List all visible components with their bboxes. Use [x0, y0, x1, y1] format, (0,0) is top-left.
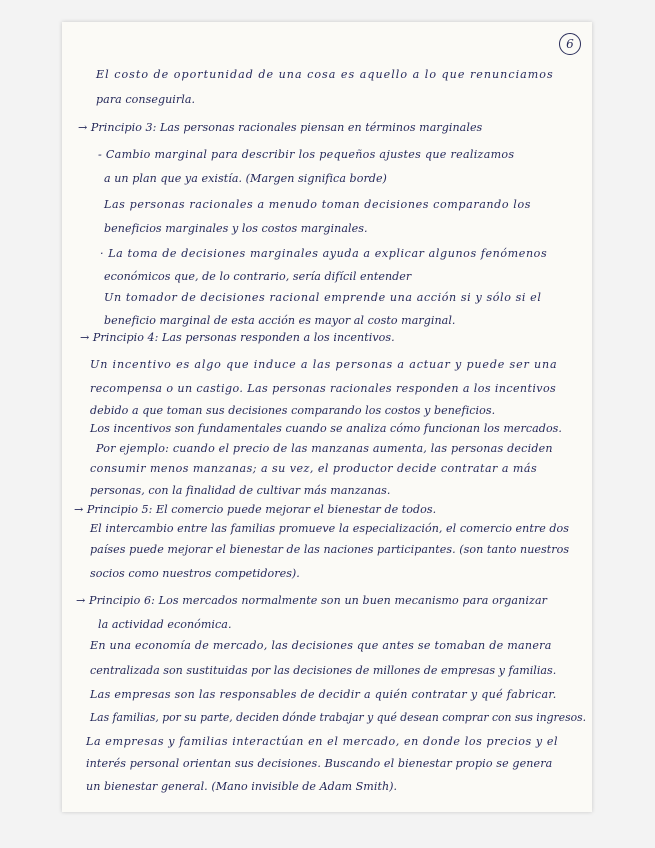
handwritten-line: a un plan que ya existía. (Margen significa borde) [104, 172, 387, 185]
handwritten-line: El intercambio entre las familias promueve la especialización, el comercio entre dos [90, 522, 570, 535]
handwritten-line: → Principio 3: Las personas racionales piensan en términos marginales [78, 121, 483, 134]
handwritten-line: Por ejemplo: cuando el precio de las manzanas aumenta, las personas deciden [96, 442, 553, 455]
page-number: 6 [559, 33, 581, 55]
handwritten-line: La empresas y familias interactúan en el mercado, en donde los precios y el [86, 735, 559, 748]
handwritten-line: beneficio marginal de esta acción es mayor al costo marginal. [104, 314, 456, 327]
handwritten-line: económicos que, de lo contrario, sería difícil entender [104, 270, 412, 283]
handwritten-line: · La toma de decisiones marginales ayuda a explicar algunos fenómenos [100, 247, 548, 260]
handwritten-line: beneficios marginales y los costos marginales. [104, 222, 368, 235]
handwritten-line: interés personal orientan sus decisiones. Buscando el bienestar propio se genera [86, 757, 553, 770]
handwritten-line: la actividad económica. [98, 618, 232, 631]
handwritten-line: Un tomador de decisiones racional emprende una acción si y sólo si el [104, 291, 542, 304]
handwritten-line: Las empresas son las responsables de decidir a quién contratar y qué fabricar. [90, 688, 557, 701]
handwritten-line: Las familias, por su parte, deciden dónde trabajar y qué desean comprar con sus ingresos. [90, 711, 587, 724]
handwritten-line: personas, con la finalidad de cultivar más manzanas. [90, 484, 391, 497]
handwritten-line: un bienestar general. (Mano invisible de Adam Smith). [86, 780, 398, 793]
handwritten-line: - Cambio marginal para describir los pequeños ajustes que realizamos [98, 148, 515, 161]
handwritten-line: → Principio 6: Los mercados normalmente son un buen mecanismo para organizar [76, 594, 548, 607]
handwritten-line: países puede mejorar el bienestar de las naciones participantes. (son tanto nuestros [90, 543, 570, 556]
handwritten-line: Las personas racionales a menudo toman decisiones comparando los [104, 198, 532, 211]
handwritten-line: → Principio 4: Las personas responden a los incentivos. [80, 331, 395, 344]
handwritten-line: → Principio 5: El comercio puede mejorar el bienestar de todos. [74, 503, 437, 516]
handwritten-line: socios como nuestros competidores). [90, 567, 300, 580]
handwritten-line: para conseguirla. [96, 93, 196, 106]
handwritten-line: Un incentivo es algo que induce a las personas a actuar y puede ser una [90, 358, 558, 371]
handwritten-line: En una economía de mercado, las decisiones que antes se tomaban de manera [90, 639, 552, 652]
handwritten-line: consumir menos manzanas; a su vez, el productor decide contratar a más [90, 462, 538, 475]
handwritten-line: debido a que toman sus decisiones comparando los costos y beneficios. [90, 404, 496, 417]
handwritten-line: recompensa o un castigo. Las personas racionales responden a los incentivos [90, 382, 557, 395]
handwritten-line: centralizada son sustituidas por las decisiones de millones de empresas y familias. [90, 664, 557, 677]
handwritten-line: El costo de oportunidad de una cosa es aquello a lo que renunciamos [96, 68, 554, 81]
handwritten-line: Los incentivos son fundamentales cuando se analiza cómo funcionan los mercados. [90, 422, 562, 435]
